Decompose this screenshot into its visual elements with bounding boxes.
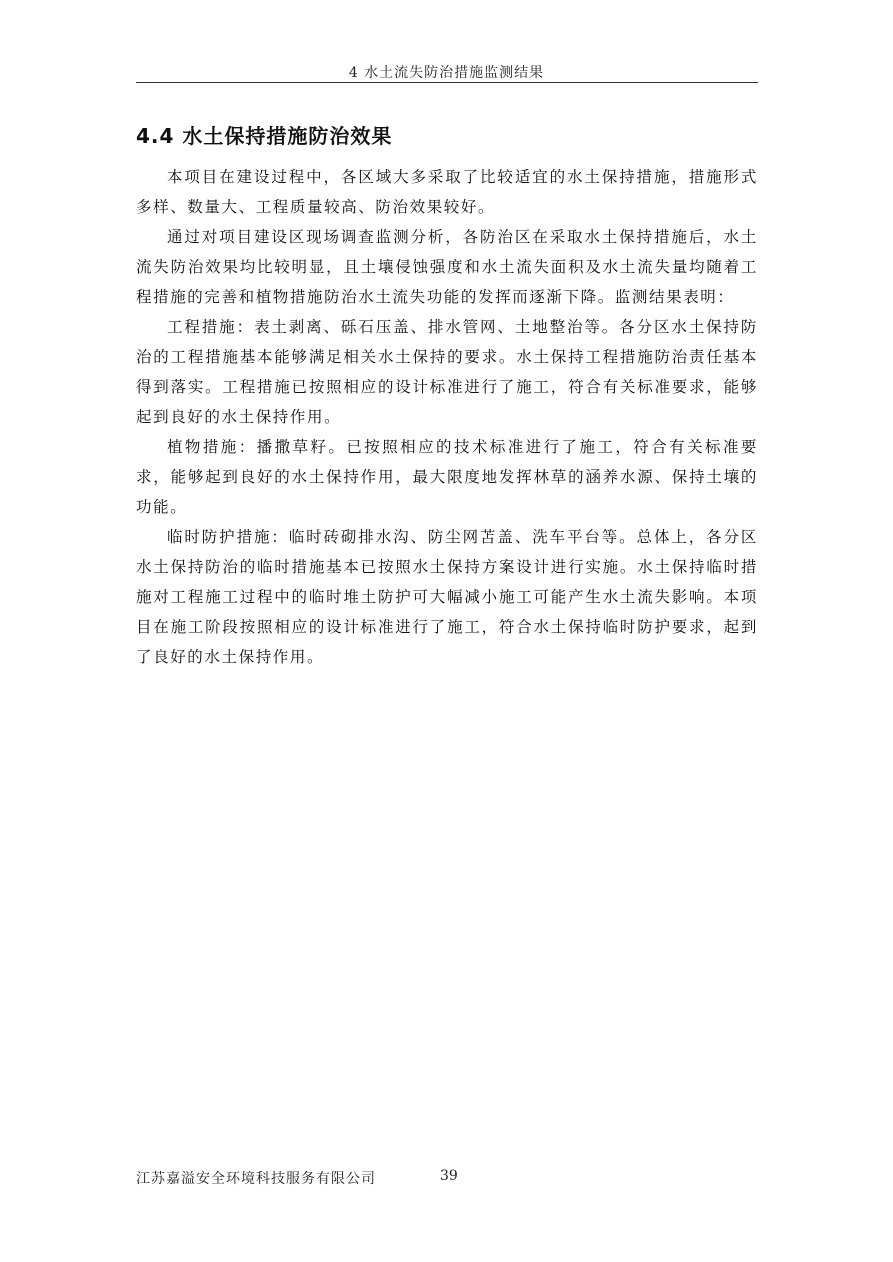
footer-company: 江苏嘉溢安全环境科技服务有限公司: [136, 1171, 376, 1187]
paragraph-intro: 本项目在建设过程中，各区域大多采取了比较适宜的水土保持措施，措施形式多样、数量大、工程质量较高、防治效果较好。: [136, 168, 758, 216]
header-divider: [136, 82, 758, 83]
running-header: 4 水土流失防治措施监测结果: [348, 65, 545, 81]
paragraph-plant-measures: 植物措施：播撒草籽。已按照相应的技术标准进行了施工，符合有关标准要求，能够起到良好的水土保持作用，最大限度地发挥林草的涵养水源、保持土壤的功能。: [136, 438, 758, 516]
paragraph-temporary-measures: 临时防护措施：临时砖砌排水沟、防尘网苫盖、洗车平台等。总体上，各分区水土保持防治的临时措施基本已按照水土保持方案设计进行实施。水土保持临时措施对工程施工过程中的临时堆土防护可大幅减小施工可能产生水土流失影响。本项目在施工阶段按照相应的设计标准进行了施工，符合水土保持临时防护要求，起到了良好的水土保持作用。: [136, 528, 758, 666]
paragraph-engineering-measures: 工程措施：表土剥离、砾石压盖、排水管网、土地整治等。各分区水土保持防治的工程措施基本能够满足相关水土保持的要求。水土保持工程措施防治责任基本得到落实。工程措施已按照相应的设计标准进行了施工，符合有关标准要求，能够起到良好的水土保持作用。: [136, 318, 758, 426]
page-number: 39: [440, 1168, 458, 1184]
section-title: 4.4 水土保持措施防治效果: [136, 124, 393, 148]
paragraph-analysis: 通过对项目建设区现场调查监测分析，各防治区在采取水土保持措施后，水土流失防治效果均比较明显，且土壤侵蚀强度和水土流失面积及水土流失量均随着工程措施的完善和植物措施防治水土流失功能的发挥而逐渐下降。监测结果表明：: [136, 228, 758, 306]
body-text: [136, 162, 758, 672]
